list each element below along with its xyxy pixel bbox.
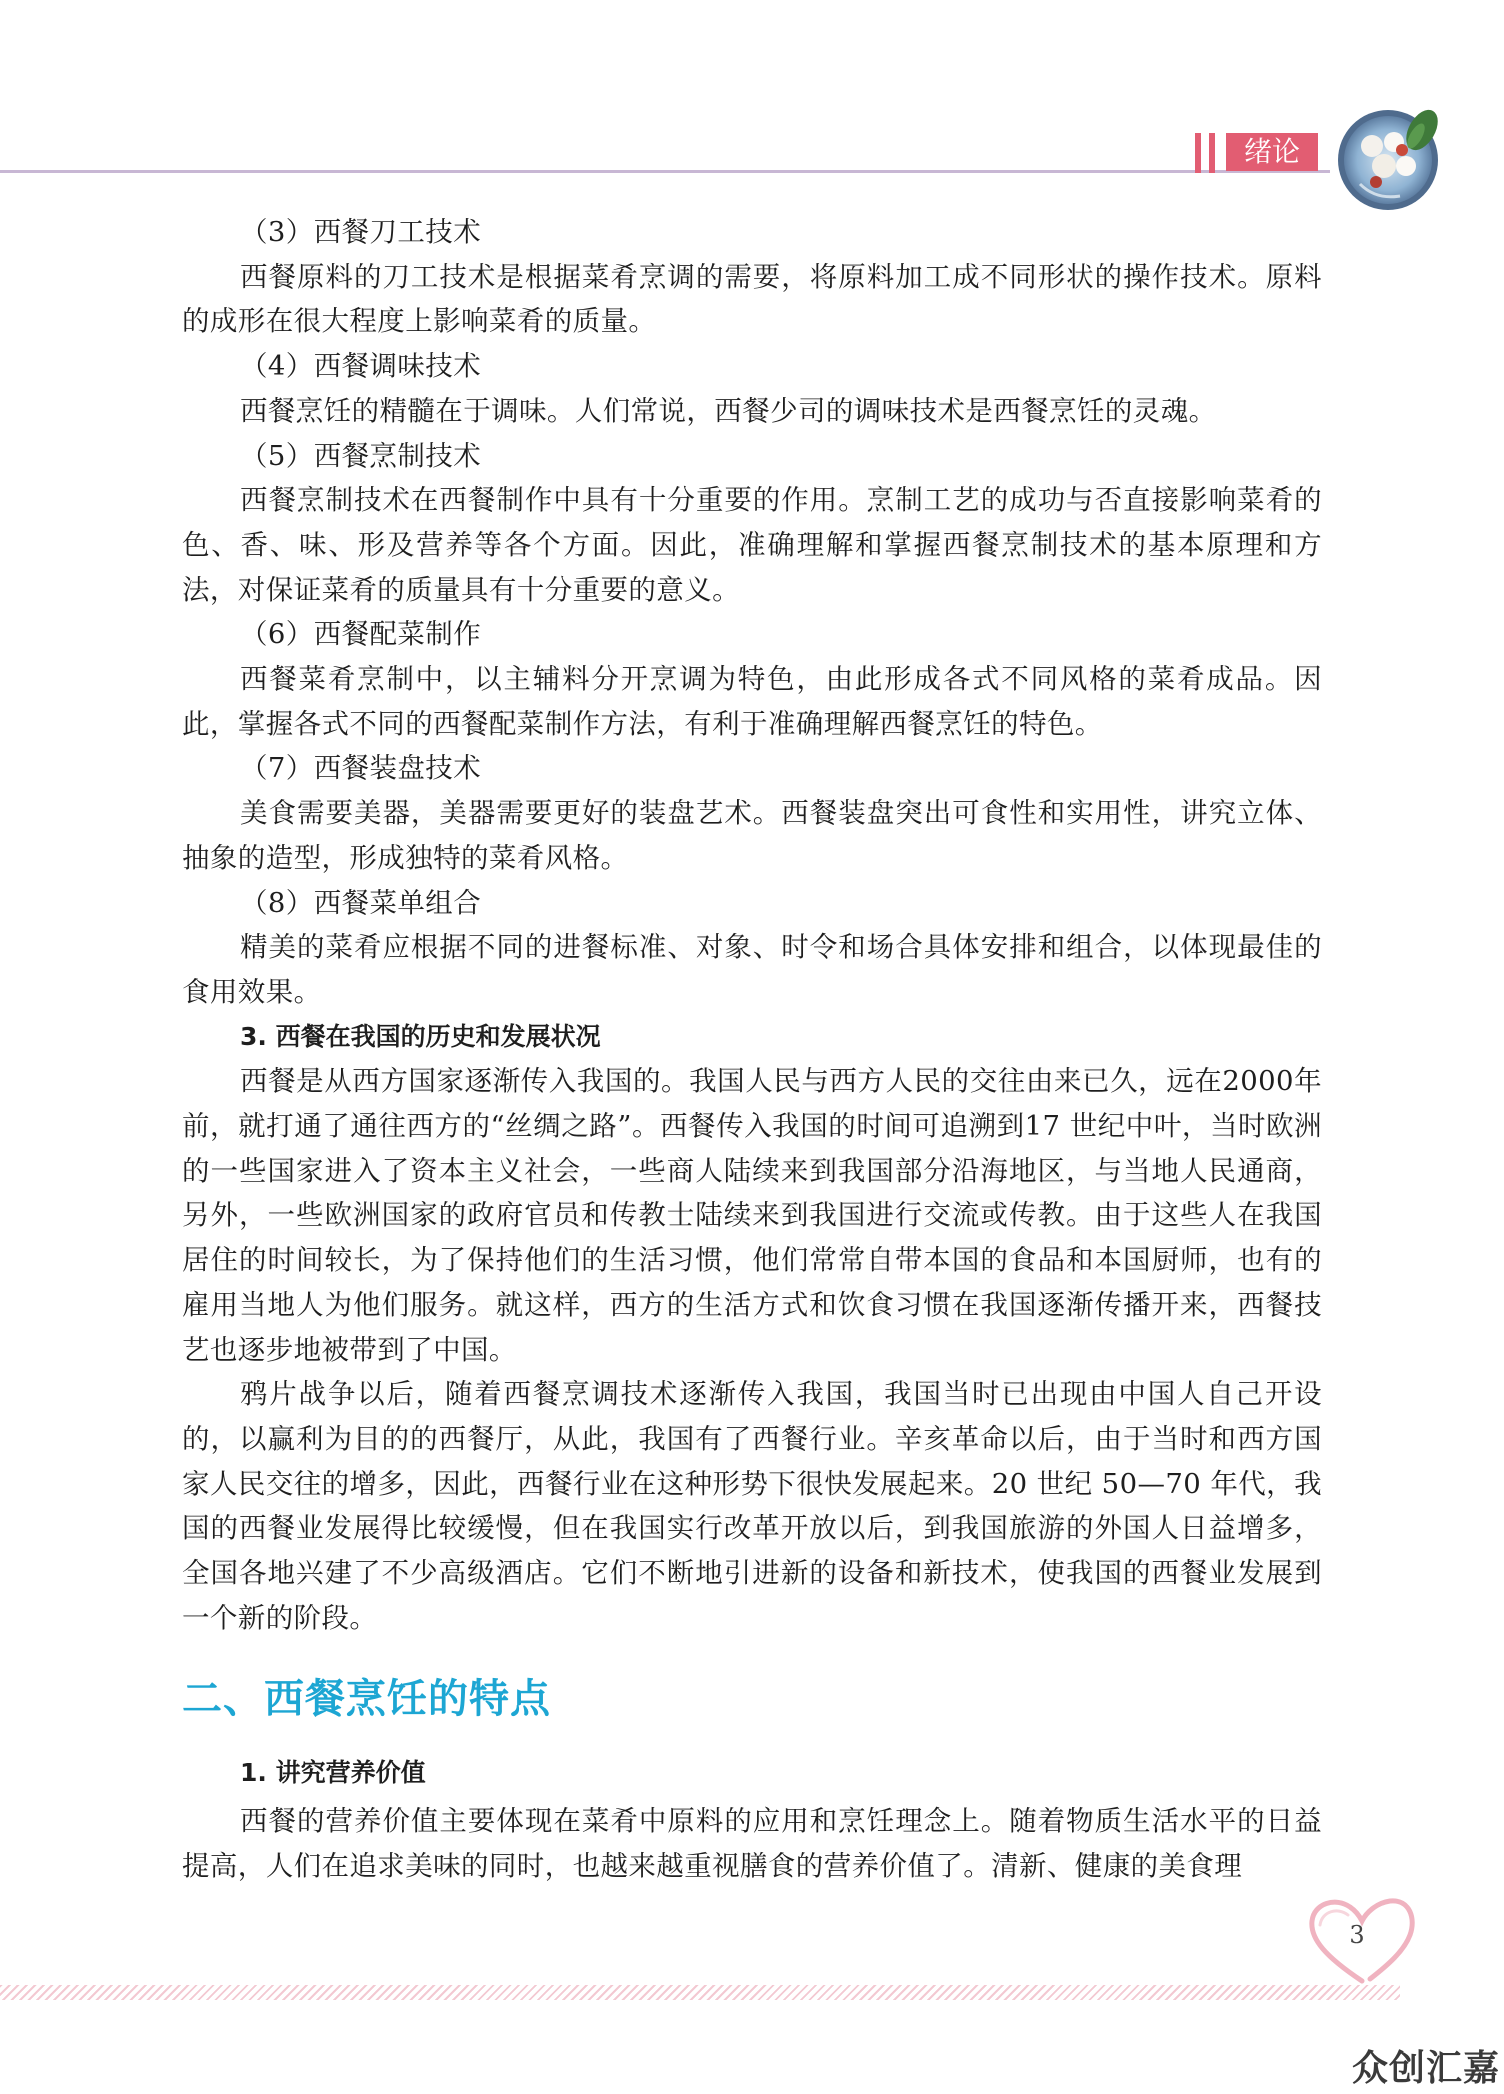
subheading-side-dishes: （6）西餐配菜制作	[240, 618, 482, 651]
subheading-cooking: （5）西餐烹制技术	[240, 439, 482, 472]
footer-stripe	[0, 1985, 1400, 2000]
watermark: 众创汇嘉	[1352, 2048, 1501, 2089]
paragraph-history-2: 鸦片战争以后，随着西餐烹调技术逐渐传入我国，我国当时已出现由中国人自己开设的，以赢利为目的的西餐厅，从此，我国有了西餐行业。辛亥革命以后，由于当时和西方国家人民交往的增多，因此，西餐行业在这种形势下很快发展起来。20 世纪 50—70 年代，我国的西餐业发展得比较缓慢，但在我国实行改革开放以后，到我国旅游的外国人日益增多，全国各地兴建了不少高级酒店。它们不断地引进新的设备和新技术，使我国的西餐业发展到一个新的阶段。	[182, 1378, 1322, 1634]
paragraph-history-1: 西餐是从西方国家逐渐传入我国的。我国人民与西方人民的交往由来已久，远在2000年前，就打通了通往西方的“丝绸之路”。西餐传入我国的时间可追溯到17 世纪中叶，当时欧洲的一些国家进入了资本主义社会，一些商人陆续来到我国部分沿海地区，与当地人民通商，另外，一些欧洲国家的政府官员和传教士陆续来到我国进行交流或传教。由于这些人在我国居住的时间较长，为了保持他们的生活习惯，他们常常自带本国的食品和本国厨师，也有的雇用当地人为他们服务。就这样，西方的生活方式和饮食习惯在我国逐渐传播开来，西餐技艺也逐步地被带到了中国。	[182, 1065, 1322, 1366]
paragraph-cooking: 西餐烹制技术在西餐制作中具有十分重要的作用。烹制工艺的成功与否直接影响菜肴的色、香、味、形及营养等各个方面。因此，准确理解和掌握西餐烹制技术的基本原理和方法，对保证菜肴的质量具有十分重要的意义。	[182, 484, 1322, 606]
paragraph-plating: 美食需要美器，美器需要更好的装盘艺术。西餐装盘突出可食性和实用性，讲究立体、抽象的造型，形成独特的菜肴风格。	[182, 797, 1322, 874]
accent-bar	[1195, 133, 1201, 173]
heading-nutrition: 1. 讲究营养价值	[240, 1757, 426, 1787]
plate-of-food-icon	[1336, 104, 1446, 214]
subheading-knife-skills: （3）西餐刀工技术	[240, 216, 482, 248]
paragraph-seasoning: 西餐烹饪的精髓在于调味。人们常说，西餐少司的调味技术是西餐烹饪的灵魂。	[240, 394, 1217, 427]
accent-bar	[1209, 133, 1215, 173]
paragraph-knife-skills: 西餐原料的刀工技术是根据菜肴烹调的需要，将原料加工成不同形状的操作技术。原料的成形在很大程度上影响菜肴的质量。	[182, 260, 1322, 338]
page-number: 3	[1349, 1921, 1365, 1949]
section-title: 二、西餐烹饪的特点	[182, 1674, 551, 1722]
main-content	[182, 210, 1322, 1889]
paragraph-menu: 精美的菜肴应根据不同的进餐标准、对象、时令和场合具体安排和组合，以体现最佳的食用效果。	[182, 931, 1322, 1008]
subheading-seasoning: （4）西餐调味技术	[240, 350, 482, 383]
paragraph-side-dishes: 西餐菜肴烹制中，以主辅料分开烹调为特色，由此形成各式不同风格的菜肴成品。因此，掌握各式不同的西餐配菜制作方法，有利于准确理解西餐烹饪的特色。	[182, 663, 1322, 740]
subheading-menu: （8）西餐菜单组合	[240, 886, 482, 919]
paragraph-nutrition: 西餐的营养价值主要体现在菜肴中原料的应用和烹饪理念上。随着物质生活水平的日益提高，人们在追求美味的同时，也越来越重视膳食的营养价值了。清新、健康的美食理	[182, 1805, 1322, 1882]
subheading-plating: （7）西餐装盘技术	[240, 752, 482, 785]
header-rule	[0, 170, 1330, 173]
heading-history: 3. 西餐在我国的历史和发展状况	[240, 1021, 601, 1051]
chapter-title: 绪论	[1243, 135, 1300, 168]
